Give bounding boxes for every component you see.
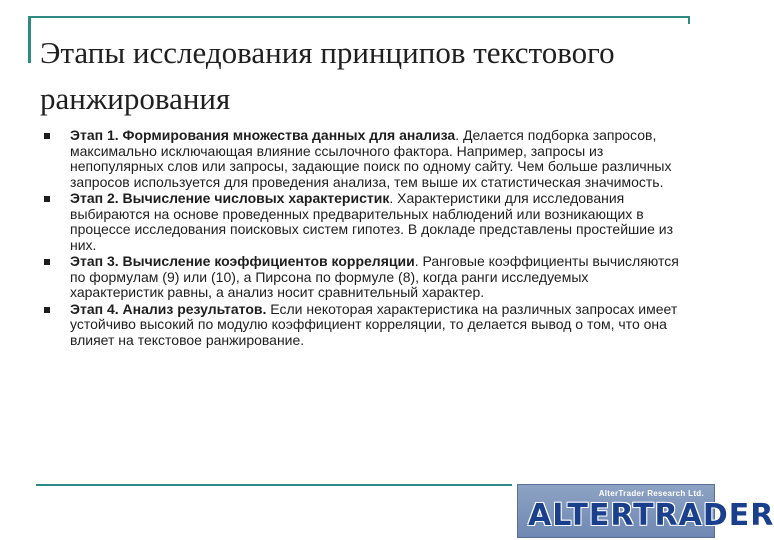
frame-top-rule (28, 16, 690, 18)
slide-title: Этапы исследования принципов текстового ранжирования (40, 35, 615, 116)
altertrader-logo (517, 484, 774, 538)
logo-company-name: AlterTrader Research Ltd. (598, 489, 704, 498)
bullet-text: . Характеристики для исследования выбираются на основе проведенных предварительных наблюдений или возникающих в процессе исследования поисковых систем гипотез. В докладе представлены простейшие из них. (70, 190, 673, 253)
frame-right-tick (688, 16, 690, 24)
bullet-item-2 (44, 191, 684, 253)
footer-rule (36, 484, 512, 486)
bullet-lead: Этап 3. Вычисление коэффициентов корреляции (70, 253, 415, 269)
bullet-item-1 (44, 128, 684, 190)
square-bullet-icon (44, 133, 50, 139)
bullet-item-4 (44, 302, 684, 349)
frame-left-rule (28, 16, 31, 63)
bullet-text: . Ранговые коэффициенты вычисляются по формулам (9) или (10), а Пирсона по формуле (8), когда ранги исследуемых характеристик равны, а анализ носит сравнительный характер. (70, 253, 679, 300)
bullet-lead: Этап 1. Формирования множества данных для анализа (70, 127, 456, 143)
square-bullet-icon (44, 307, 50, 313)
bullet-text: Если некоторая характеристика на различных запросах имеет устойчиво высокий по модулю коэффициент корреляции, то делается вывод о том, что она влияет на текстовое ранжирование. (70, 300, 678, 348)
bullet-list (44, 128, 684, 349)
square-bullet-icon (44, 196, 50, 202)
square-bullet-icon (44, 259, 50, 265)
bullet-text: . Делается подборка запросов, максимально исключающая влияние ссылочного фактора. Например, запросы из непопулярных слов или запросы, задающие поиск по одному сайту. Чем больше различных запросов используется для проведения анализа, тем выше их статистическая значимость. (70, 127, 672, 190)
bullet-lead: Этап 4. Анализ результатов. (70, 300, 267, 317)
bullet-lead: Этап 2. Вычисление числовых характеристик (70, 190, 390, 206)
logo-brand: ALTERTRADER (528, 498, 774, 533)
bullet-item-3 (44, 254, 684, 301)
